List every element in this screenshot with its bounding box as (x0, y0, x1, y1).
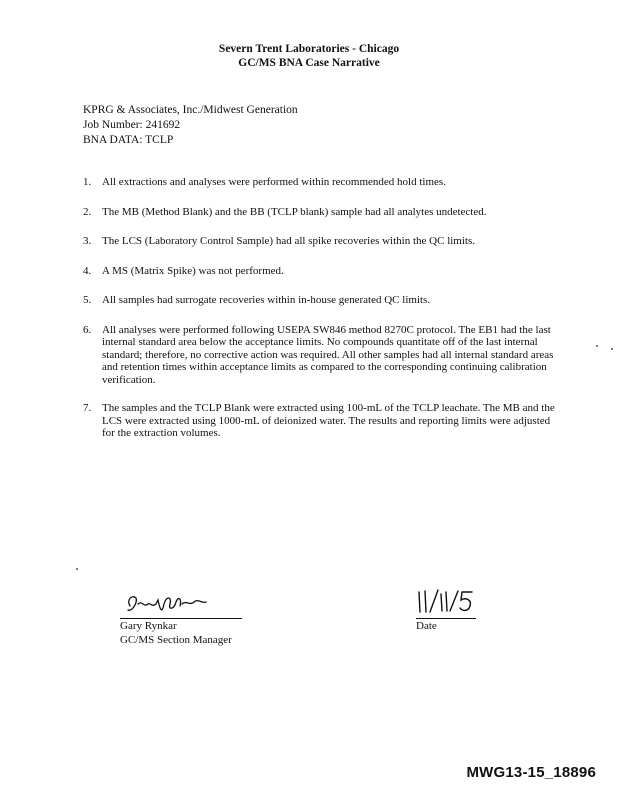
date-block (416, 584, 476, 633)
scan-speck (611, 348, 613, 350)
item-text: The MB (Method Blank) and the BB (TCLP blank) sample had all analytes undetected. (102, 205, 487, 218)
document-title: GC/MS BNA Case Narrative (238, 57, 380, 69)
item-text: The LCS (Laboratory Control Sample) had all spike recoveries within the QC limits. (102, 235, 476, 247)
narrative-item (83, 294, 561, 307)
item-number: 3. (83, 235, 92, 247)
lab-name: Severn Trent Laboratories - Chicago (218, 43, 400, 55)
client-name: KPRG & Associates, Inc./Midwest Generation (83, 104, 298, 116)
signer-name: Gary Rynkar (120, 620, 177, 632)
date-label: Date (416, 620, 437, 632)
client-block (83, 103, 298, 148)
handwritten-signature (124, 590, 214, 618)
document-header (0, 42, 618, 70)
narrative-item (83, 402, 561, 440)
item-text: All extractions and analyses were performed within recommended hold times. (102, 176, 446, 188)
narrative-item (83, 206, 561, 219)
scan-speck (596, 345, 598, 347)
item-number: 5. (83, 294, 92, 306)
narrative-item (83, 235, 561, 248)
signature-block (120, 592, 242, 647)
narrative-item (83, 324, 561, 387)
narrative-item (83, 176, 561, 189)
item-text: All analyses were performed following USEPA SW846 method 8270C protocol. The EB1 had the last internal standard area below the acceptance limits. No compounds quantitate off of the last internal standard; therefore, no corrective action was required. All other samples had all internal standard areas and retention times within acceptance limits as compared to the corresponding continuing calibration verification. (102, 323, 554, 386)
scan-speck (76, 568, 78, 570)
item-number: 7. (83, 402, 92, 414)
narrative-list (83, 176, 561, 440)
item-text: A MS (Matrix Spike) was not performed. (102, 264, 284, 277)
handwritten-date (416, 586, 476, 616)
item-number: 1. (83, 176, 92, 188)
job-number: Job Number: 241692 (83, 119, 181, 131)
item-number: 6. (83, 323, 92, 336)
item-number: 2. (83, 205, 92, 218)
item-number: 4. (83, 264, 92, 277)
item-text: All samples had surrogate recoveries within in-house generated QC limits. (102, 294, 431, 306)
document-id: MWG13-15_18896 (466, 764, 596, 781)
data-type: BNA DATA: TCLP (83, 134, 174, 146)
item-text: The samples and the TCLP Blank were extracted using 100-mL of the TCLP leachate. The MB and the LCS were extracted using 1000-mL of deionized water. The results and reporting limits were adjusted for the extraction volumes. (102, 402, 555, 439)
signer-title: GC/MS Section Manager (120, 634, 232, 646)
narrative-item (83, 265, 561, 278)
date-line (416, 584, 476, 619)
signature-line (120, 592, 242, 619)
